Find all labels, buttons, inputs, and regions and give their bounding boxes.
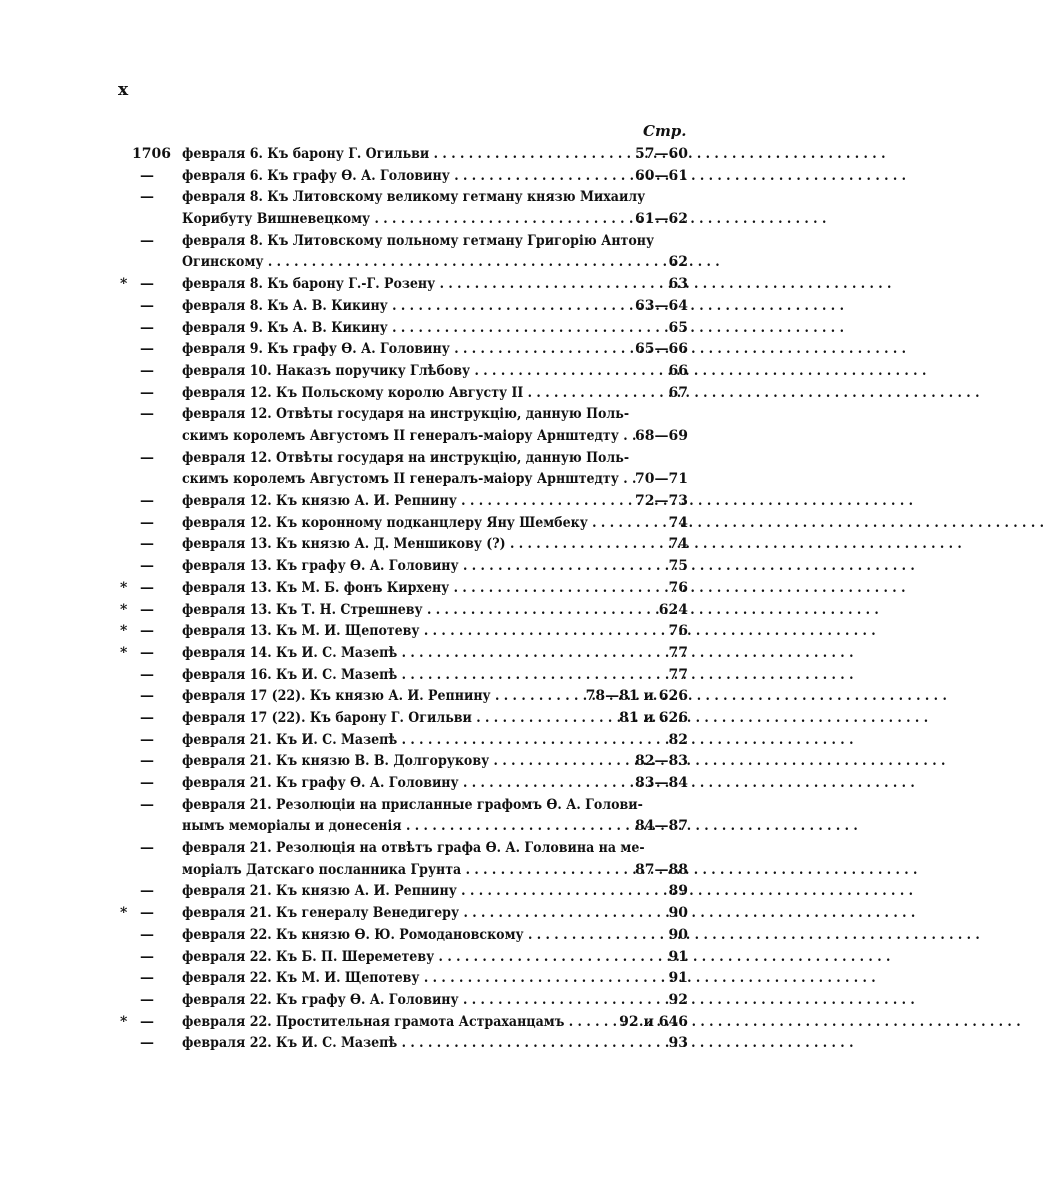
entry-title: февраля 12. Къ коронному подканцлеру Яну Шембеку . . . (182, 513, 605, 535)
ditto-dash: — (140, 558, 154, 575)
entry-title: февраля 12. Отвѣты государя на инструкцію, данную Поль- (182, 406, 630, 423)
toc-entry (0, 730, 840, 752)
entry-title: февраля 13. Къ князю А. Д. Меншикову (?) . . . (182, 534, 605, 556)
ditto-dash: — (140, 796, 154, 813)
entry-title: февраля 22. Къ графу Ѳ. А. Головину . . . (182, 990, 605, 1012)
entry-page-ref: 70—71 (635, 471, 688, 488)
toc-entry (0, 773, 840, 795)
toc-entry (0, 231, 840, 274)
toc-entry (0, 990, 840, 1012)
entry-title: февраля 13. Къ Т. Н. Стрешневу . . . (182, 600, 605, 622)
entry-page-ref: 60—61 (635, 167, 688, 184)
ditto-dash: — (140, 384, 154, 401)
ditto-dash: — (140, 601, 154, 618)
entry-page-ref: 74 (668, 514, 688, 531)
toc-entry (0, 708, 840, 730)
entry-title: февраля 14. Къ И. С. Мазепѣ . . . (182, 643, 605, 665)
entry-title: февраля 13. Къ М. И. Щепотеву . . . (182, 621, 605, 643)
entry-title: февраля 10. Наказъ поручику Глѣбову . . . (182, 361, 605, 383)
toc-entry (0, 751, 840, 773)
entry-page-ref: 83—84 (635, 775, 688, 791)
entry-page-ref: 72—73 (635, 493, 688, 510)
ditto-dash: — (140, 905, 154, 922)
entry-page-ref: 87—88 (635, 861, 688, 878)
entry-title: февраля 6. Къ барону Г. Огильви . . . (182, 144, 605, 166)
ditto-dash: — (140, 709, 154, 726)
entry-page-ref: 65—66 (635, 341, 688, 358)
ditto-dash: — (140, 1013, 154, 1030)
entry-title: февраля 21. Къ генералу Венедигеру . . . (182, 903, 605, 925)
toc-entry (0, 903, 840, 925)
ditto-dash: — (140, 731, 154, 748)
toc-entry (0, 296, 840, 318)
entry-title: февраля 22. Къ М. И. Щепотеву . . . (182, 968, 605, 990)
entry-title: февраля 12. Къ князю А. И. Репнину . . . (182, 491, 605, 513)
entry-page-ref: 67 (668, 384, 688, 401)
entry-asterisk: * (120, 276, 128, 293)
toc-entry (0, 361, 840, 383)
toc-entry (0, 686, 840, 708)
ditto-dash: — (140, 753, 154, 770)
ditto-dash: — (140, 644, 154, 661)
entry-asterisk: * (120, 601, 128, 618)
toc-entry (0, 578, 840, 600)
ditto-dash: — (140, 775, 154, 791)
toc-entry (0, 838, 840, 881)
entry-title: февраля 13. Къ М. Б. фонъ Кирхену . . . (182, 578, 605, 600)
ditto-dash: — (140, 666, 154, 683)
ditto-dash: — (140, 536, 154, 553)
entry-title: февраля 8. Къ барону Г.-Г. Розену . . . (182, 274, 605, 296)
entry-page-ref: 82 (668, 731, 688, 748)
toc-entry (0, 665, 840, 687)
entry-page-ref: 82—83 (635, 753, 688, 770)
ditto-dash: — (140, 167, 154, 184)
toc-entry (0, 491, 840, 513)
ditto-dash: — (140, 623, 154, 640)
entry-title: февраля 22. Къ И. С. Мазепѣ . . . (182, 1033, 605, 1055)
entry-page-ref: 81 и 626 (619, 709, 688, 726)
entry-title-continued: нымъ меморіалы и донесенія . . . (182, 816, 605, 838)
entry-page-ref: 77 (668, 666, 688, 683)
table-of-contents (0, 144, 840, 1055)
entry-title: февраля 21. Резолюціи на присланные графомъ Ѳ. А. Голови- (182, 796, 643, 813)
entry-page-ref: 61—62 (635, 211, 688, 228)
entry-title: февраля 12. Отвѣты государя на инструкцію, данную Поль- (182, 449, 630, 466)
entry-asterisk: * (120, 1013, 128, 1030)
toc-entry (0, 534, 840, 556)
ditto-dash: — (140, 362, 154, 379)
ditto-dash: — (140, 514, 154, 531)
ditto-dash: — (140, 688, 154, 705)
entry-title: февраля 9. Къ А. В. Кикину . . . (182, 318, 605, 340)
entry-title-continued: Огинскому . . . (182, 252, 605, 274)
entry-title: февраля 21. Къ графу Ѳ. А. Головину . . . (182, 773, 605, 795)
toc-entry (0, 600, 840, 622)
entry-page-ref: 78—81 и 626 (585, 688, 688, 705)
ditto-dash: — (140, 406, 154, 423)
entry-page-ref: 91 (668, 948, 688, 965)
ditto-dash: — (140, 840, 154, 857)
entry-page-ref: 89 (668, 883, 688, 900)
ditto-dash: — (140, 883, 154, 900)
entry-title: февраля 21. Къ князю В. В. Долгорукову . . . (182, 751, 605, 773)
entry-title: февраля 17 (22). Къ барону Г. Огильви . . . (182, 708, 605, 730)
entry-asterisk: * (120, 579, 128, 596)
entry-title: февраля 13. Къ графу Ѳ. А. Головину . . . (182, 556, 605, 578)
entry-page-ref: 65 (668, 319, 688, 336)
toc-entry (0, 556, 840, 578)
entry-asterisk: * (120, 644, 128, 661)
entry-page-ref: 93 (668, 1035, 688, 1052)
entry-title: февраля 12. Къ Польскому королю Августу II . . . (182, 383, 605, 405)
entry-page-ref: 76 (668, 579, 688, 596)
page-column-header: Стр. (643, 122, 687, 140)
toc-entry (0, 404, 840, 447)
toc-entry (0, 947, 840, 969)
entry-page-ref: 92 и 646 (619, 1013, 688, 1030)
entry-page-ref: 84—87 (635, 818, 688, 835)
toc-entry (0, 968, 840, 990)
toc-entry (0, 187, 840, 230)
entry-title: февраля 6. Къ графу Ѳ. А. Головину . . . (182, 166, 605, 188)
entry-page-ref: 62 (668, 254, 688, 271)
entry-page-ref: 75 (668, 558, 688, 575)
toc-entry (0, 383, 840, 405)
toc-entry (0, 318, 840, 340)
toc-entry (0, 339, 840, 361)
toc-entry (0, 166, 840, 188)
ditto-dash: — (140, 449, 154, 466)
entry-title: февраля 22. Къ князю Ѳ. Ю. Ромодановскому . . . (182, 925, 605, 947)
toc-entry (0, 881, 840, 903)
toc-entry (0, 925, 840, 947)
entry-page-ref: 90 (668, 926, 688, 943)
toc-entry (0, 144, 840, 166)
ditto-dash: — (140, 319, 154, 336)
entry-asterisk: * (120, 905, 128, 922)
entry-title: февраля 16. Къ И. С. Мазепѣ . . . (182, 665, 605, 687)
entry-page-ref: 77 (668, 644, 688, 661)
toc-entry (0, 643, 840, 665)
entry-title: февраля 17 (22). Къ князю А. И. Репнину . . . (182, 686, 605, 708)
ditto-dash: — (140, 232, 154, 249)
entry-title: февраля 8. Къ А. В. Кикину . . . (182, 296, 605, 318)
toc-entry (0, 1033, 840, 1055)
toc-entry (0, 448, 840, 491)
ditto-dash: — (140, 926, 154, 943)
entry-page-ref: 74 (668, 536, 688, 553)
entry-page-ref: 624 (658, 601, 688, 618)
ditto-dash: — (140, 297, 154, 314)
ditto-dash: — (140, 1035, 154, 1052)
ditto-dash: — (140, 189, 154, 206)
entry-title-continued: моріалъ Датскаго посланника Грунта . . . (182, 860, 605, 882)
entry-title: февраля 22. Простительная грамота Астраханцамъ . . . (182, 1012, 605, 1034)
entry-title: февраля 8. Къ Литовскому великому гетману князю Михаилу (182, 189, 646, 206)
toc-entry (0, 1012, 840, 1034)
entry-page-ref: 92 (668, 991, 688, 1008)
entry-asterisk: * (120, 623, 128, 640)
entry-page-ref: 90 (668, 905, 688, 922)
entry-title: февраля 8. Къ Литовскому польному гетману Григорію Антону (182, 232, 655, 249)
entry-page-ref: 66 (668, 362, 688, 379)
entry-title: февраля 21. Резолюція на отвѣтъ графа Ѳ. А. Головина на ме- (182, 840, 645, 857)
entry-title-continued: скимъ королемъ Августомъ II генералъ-маіору Арнштедту . . (182, 427, 637, 444)
ditto-dash: — (140, 970, 154, 987)
entry-title-continued: Корибуту Вишневецкому . . . (182, 209, 605, 231)
ditto-dash: — (140, 991, 154, 1008)
entry-page-ref: 57—60 (635, 146, 688, 162)
entry-year: 1706 (132, 146, 171, 162)
toc-entry (0, 513, 840, 535)
ditto-dash: — (140, 341, 154, 358)
entry-page-ref: 63—64 (635, 297, 688, 314)
entry-page-ref: 76 (668, 623, 688, 640)
entry-title: февраля 21. Къ князю А. И. Репнину . . . (182, 881, 605, 903)
entry-page-ref: 91 (668, 970, 688, 987)
entry-title: февраля 9. Къ графу Ѳ. А. Головину . . . (182, 339, 605, 361)
ditto-dash: — (140, 948, 154, 965)
entry-title: февраля 21. Къ И. С. Мазепѣ . . . (182, 730, 605, 752)
ditto-dash: — (140, 579, 154, 596)
entry-title-continued: скимъ королемъ Августомъ II генералъ-маіору Арнштедту . . (182, 471, 637, 488)
entry-title: февраля 22. Къ Б. П. Шереметеву . . . (182, 947, 605, 969)
ditto-dash: — (140, 493, 154, 510)
ditto-dash: — (140, 276, 154, 293)
page-number: x (118, 80, 129, 100)
toc-entry (0, 621, 840, 643)
entry-page-ref: 63 (668, 276, 688, 293)
entry-page-ref: 68—69 (635, 427, 688, 444)
toc-entry (0, 795, 840, 838)
toc-entry (0, 274, 840, 296)
